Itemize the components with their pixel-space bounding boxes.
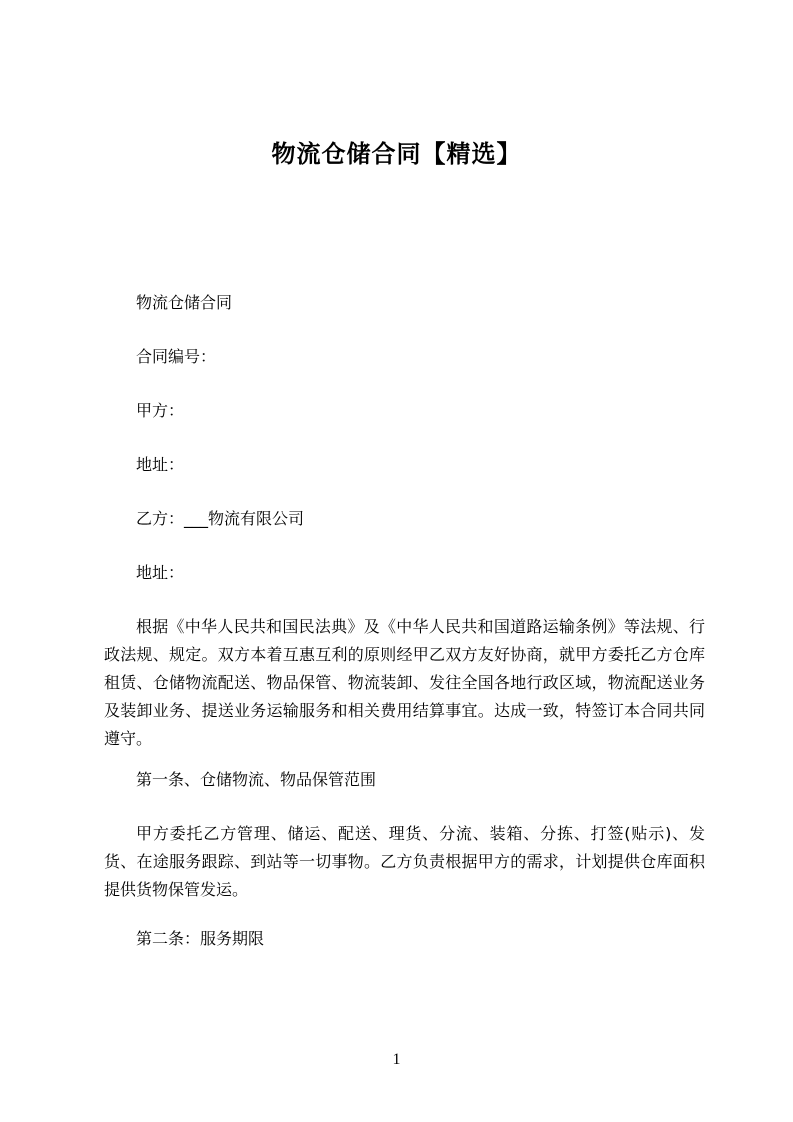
document-title: 物流仓储合同【精选】 bbox=[271, 140, 522, 168]
field-party-b-address: 地址： bbox=[136, 563, 185, 582]
page-number: 1 bbox=[392, 1051, 401, 1068]
field-party-a: 甲方： bbox=[136, 401, 185, 420]
section-2-heading: 第二条：服务期限 bbox=[136, 929, 265, 948]
section-1-body: 甲方委托乙方管理、储运、配送、理货、分流、装箱、分拣、打签(贴示)、发货、在途服务跟踪、到站等一切事物。乙方负责根据甲方的需求，计划提供仓库面积提供货物保管发运。 bbox=[104, 824, 705, 899]
section-1-heading: 第一条、仓储物流、物品保管范围 bbox=[136, 770, 377, 789]
intro-paragraph: 根据《中华人民共和国民法典》及《中华人民共和国道路运输条例》等法规、行政法规、规定。双方本着互惠互利的原则经甲乙双方友好协商，就甲方委托乙方仓库租赁、仓储物流配送、物品保管、物流装卸、发往全国各地行政区域，物流配送业务及装卸业务、提送业务运输服务和相关费用结算事宜。达成一致，特签订本合同共同遵守。 bbox=[104, 617, 705, 748]
field-party-a-address: 地址： bbox=[136, 455, 185, 474]
contract-subtitle: 物流仓储合同 bbox=[136, 293, 233, 312]
field-party-b: 乙方：___物流有限公司 bbox=[136, 509, 305, 528]
document-content bbox=[0, 289, 793, 953]
field-contract-number: 合同编号： bbox=[136, 347, 217, 366]
